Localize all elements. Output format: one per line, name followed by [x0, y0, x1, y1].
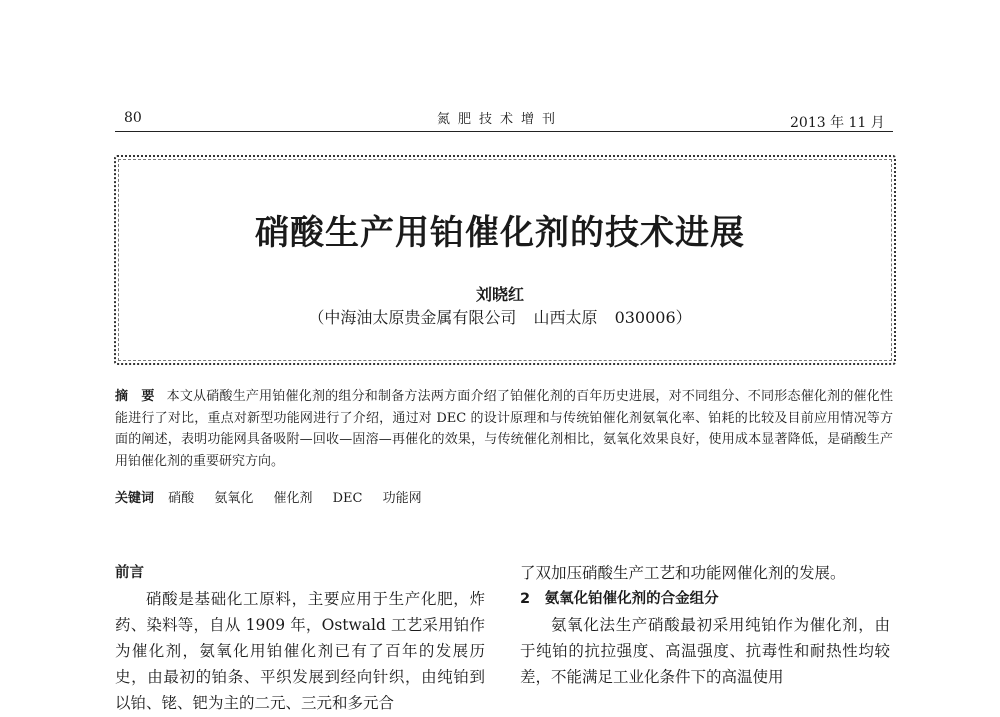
body-paragraph-continued: 了双加压硝酸生产工艺和功能网催化剂的发展。	[520, 564, 846, 582]
keyword: DEC	[332, 491, 363, 506]
affiliation-org: （中海油太原贵金属有限公司	[308, 308, 517, 327]
keyword: 功能网	[382, 491, 422, 506]
keyword: 氨氧化	[214, 491, 254, 506]
issue-date: 2013 年 11 月	[790, 115, 885, 131]
journal-name: 氮肥技术增刊	[436, 112, 563, 127]
body-column-right	[520, 560, 890, 690]
author-name: 刘晓红	[475, 285, 524, 304]
body-paragraph: 硝酸是基础化工原料，主要应用于生产化肥，炸药、染料等，自从 1909 年，Ostwald 工艺采用铂作为催化剂，氨氧化用铂催化剂已有了百年的发展历史，由最初的铂条、平织发展到经向针织，由纯铂到以铂、铑、钯为主的二元、三元和多元合	[115, 590, 485, 712]
body-column-left	[115, 560, 485, 716]
article-title: 硝酸生产用铂催化剂的技术进展	[255, 213, 745, 253]
affiliation-zip: 030006）	[614, 308, 692, 327]
keywords	[115, 487, 438, 506]
section-heading-alloy: 2 氨氧化铂催化剂的合金组分	[520, 591, 719, 607]
keyword: 硝酸	[168, 491, 195, 506]
body-paragraph: 氨氧化法生产硝酸最初采用纯铂作为催化剂，由于纯铂的抗拉强度、高温强度、抗毒性和耐热性均较差，不能满足工业化条件下的高温使用	[520, 616, 890, 686]
header-rule	[115, 131, 893, 132]
abstract-label: 摘 要	[115, 389, 155, 404]
abstract	[115, 386, 893, 472]
affiliation	[0, 305, 1000, 328]
abstract-text: 本文从硝酸生产用铂催化剂的组分和制备方法两方面介绍了铂催化剂的百年历史进展，对不同组分、不同形态催化剂的催化性能进行了对比，重点对新型功能网进行了介绍，通过对 DEC 的设计原理和与传统铂催化剂氨氧化率、铂耗的比较及目前应用情况等方面的阐述，表明功能网具备吸附—回收—固溶—再催化的效果，与传统催化剂相比，氨氧化效果良好，使用成本显著降低，是硝酸生产用铂催化剂的重要研究方向。	[115, 389, 893, 469]
section-heading-preface: 前言	[115, 565, 144, 581]
affiliation-city: 山西太原	[533, 308, 598, 327]
page-number: 80	[124, 110, 142, 126]
keywords-label: 关键词	[115, 491, 155, 506]
keyword: 催化剂	[273, 491, 313, 506]
title-frame-inner	[118, 159, 892, 361]
